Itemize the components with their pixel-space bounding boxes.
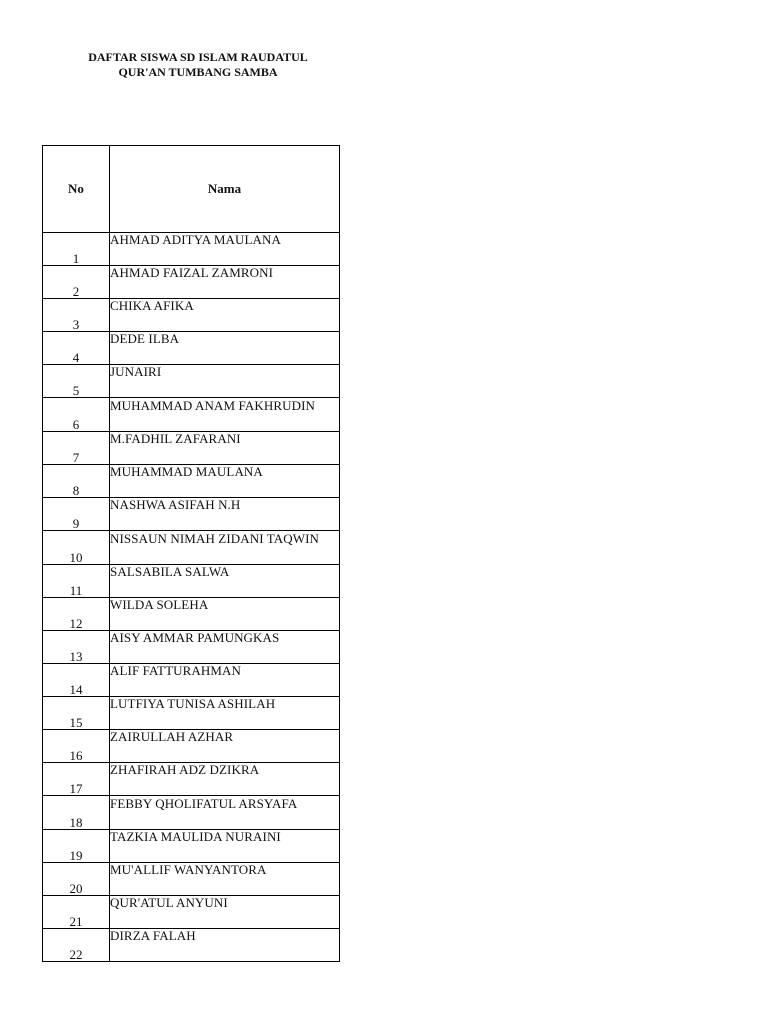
student-name: CHIKA AFIKA: [110, 299, 340, 332]
row-number: 21: [43, 896, 110, 929]
student-name: NISSAUN NIMAH ZIDANI TAQWIN: [110, 531, 340, 565]
student-name: ZHAFIRAH ADZ DZIKRA: [110, 763, 340, 796]
table-row: [43, 929, 340, 962]
table-row: [43, 432, 340, 465]
table-row: [43, 730, 340, 763]
document-title: [42, 50, 354, 80]
row-number: 17: [43, 763, 110, 796]
student-name: TAZKIA MAULIDA NURAINI: [110, 830, 340, 863]
row-number: 19: [43, 830, 110, 863]
table-row: [43, 531, 340, 565]
student-name: DIRZA FALAH: [110, 929, 340, 962]
table-row: [43, 465, 340, 498]
table-row: [43, 763, 340, 796]
row-number: 18: [43, 796, 110, 830]
table-row: [43, 299, 340, 332]
table-header-row: [43, 146, 340, 233]
table-row: [43, 664, 340, 697]
title-line-2: QUR'AN TUMBANG SAMBA: [118, 65, 278, 79]
student-name: JUNAIRI: [110, 365, 340, 398]
student-name: M.FADHIL ZAFARANI: [110, 432, 340, 465]
table-row: [43, 631, 340, 664]
table-row: [43, 830, 340, 863]
table-row: [43, 598, 340, 631]
student-name: DEDE ILBA: [110, 332, 340, 365]
table-row: [43, 697, 340, 730]
row-number: 8: [43, 465, 110, 498]
row-number: 22: [43, 929, 110, 962]
row-number: 11: [43, 565, 110, 598]
row-number: 13: [43, 631, 110, 664]
table-row: [43, 233, 340, 266]
row-number: 20: [43, 863, 110, 896]
student-name: AHMAD ADITYA MAULANA: [110, 233, 340, 266]
row-number: 4: [43, 332, 110, 365]
student-name: LUTFIYA TUNISA ASHILAH: [110, 697, 340, 730]
student-name: AISY AMMAR PAMUNGKAS: [110, 631, 340, 664]
row-number: 5: [43, 365, 110, 398]
header-name: Nama: [110, 146, 340, 233]
table-row: [43, 266, 340, 299]
student-name: MUHAMMAD ANAM FAKHRUDIN: [110, 398, 340, 432]
row-number: 3: [43, 299, 110, 332]
row-number: 14: [43, 664, 110, 697]
student-name: ZAIRULLAH AZHAR: [110, 730, 340, 763]
row-number: 16: [43, 730, 110, 763]
student-name: MU'ALLIF WANYANTORA: [110, 863, 340, 896]
row-number: 7: [43, 432, 110, 465]
table-row: [43, 398, 340, 432]
row-number: 2: [43, 266, 110, 299]
student-name: FEBBY QHOLIFATUL ARSYAFA: [110, 796, 340, 830]
student-name: AHMAD FAIZAL ZAMRONI: [110, 266, 340, 299]
table-row: [43, 863, 340, 896]
student-table: [42, 145, 340, 962]
student-name: ALIF FATTURAHMAN: [110, 664, 340, 697]
student-name: SALSABILA SALWA: [110, 565, 340, 598]
row-number: 15: [43, 697, 110, 730]
student-name: WILDA SOLEHA: [110, 598, 340, 631]
title-line-1: DAFTAR SISWA SD ISLAM RAUDATUL: [88, 50, 308, 64]
table-row: [43, 896, 340, 929]
row-number: 10: [43, 531, 110, 565]
table-row: [43, 332, 340, 365]
row-number: 6: [43, 398, 110, 432]
row-number: 1: [43, 233, 110, 266]
table-row: [43, 365, 340, 398]
student-name: QUR'ATUL ANYUNI: [110, 896, 340, 929]
student-name: MUHAMMAD MAULANA: [110, 465, 340, 498]
row-number: 9: [43, 498, 110, 531]
student-name: NASHWA ASIFAH N.H: [110, 498, 340, 531]
table-row: [43, 565, 340, 598]
table-row: [43, 498, 340, 531]
row-number: 12: [43, 598, 110, 631]
header-no: No: [43, 146, 110, 233]
table-row: [43, 796, 340, 830]
